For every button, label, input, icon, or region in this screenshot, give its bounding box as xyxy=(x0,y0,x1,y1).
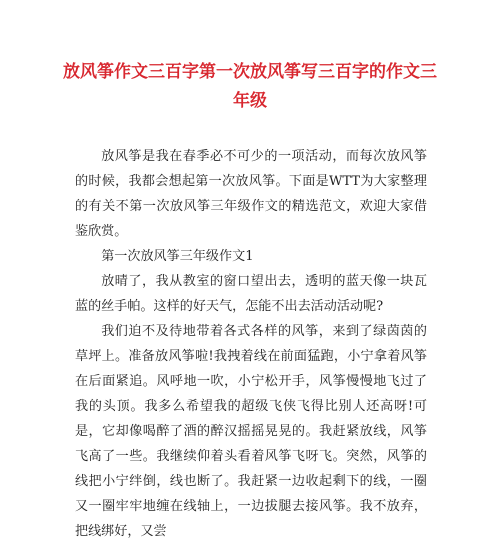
section-heading: 第一次放风筝三年级作文1 xyxy=(101,249,254,264)
document-body xyxy=(75,144,427,544)
intro-paragraph: 放风筝是我在春季必不可少的一项活动，而每次放风筝的时候，我都会想起第一次放风筝。下面是WTT为大家整理的有关不第一次放风筝三年级作文的精选范文，欢迎大家借鉴欣赏。 xyxy=(75,149,427,239)
body-paragraph: 我们迫不及待地带着各式各样的风筝，来到了绿茵茵的草坪上。准备放风筝啦!我拽着线在前面猛跑，小宁拿着风筝在后面紧追。风呼地一吹，小宁松开手，风筝慢慢地飞过了我的头顶。我多么希望我的超级飞侠飞得比别人还高呀!可是，它却像喝醉了酒的醉汉摇摇晃晃的。我赶紧放线，风筝飞高了一些。我继续仰着头看着风筝飞呀飞。突然，风筝的线把小宁绊倒，线也断了。我赶紧一边收起剩下的线，一圈又一圈牢牢地缠在线轴上，一边拔腿去接风筝。我不放弃，把线绑好，又尝 xyxy=(75,324,427,539)
body-paragraph: 放晴了，我从教室的窗口望出去，透明的蓝天像一块瓦蓝的丝手帕。这样的好天气，怎能不出去活动活动呢? xyxy=(75,274,427,314)
document-title: 放风筝作文三百字第一次放风筝写三百字的作文三年级 xyxy=(63,62,437,111)
